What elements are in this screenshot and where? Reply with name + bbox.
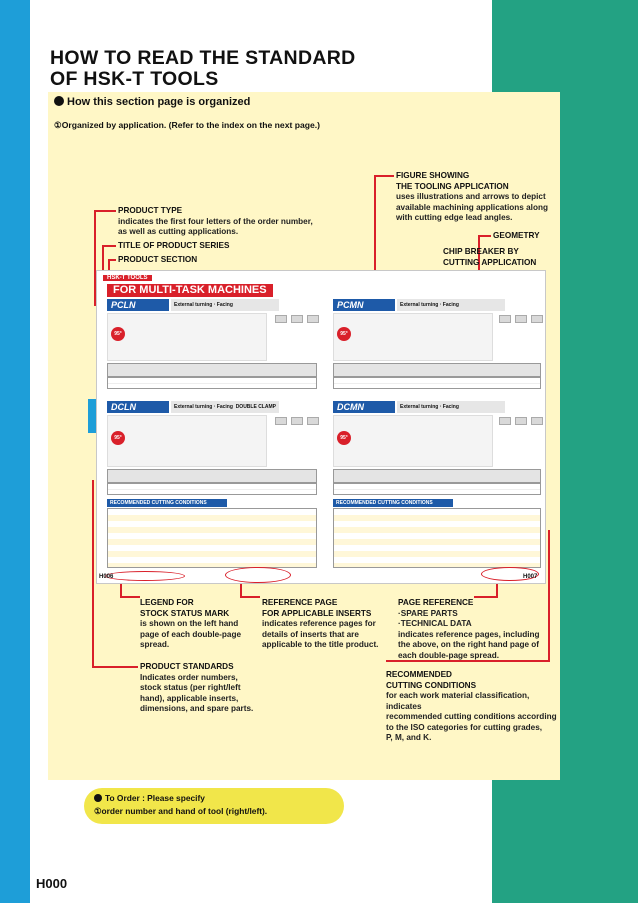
product-table [333, 483, 541, 495]
callout-product-standards-body1: Indicates order numbers, [140, 672, 238, 682]
order-title [94, 792, 267, 805]
chip-breaker-icon [531, 417, 543, 425]
callout-reference-title2: FOR APPLICABLE INSERTS [262, 608, 372, 618]
double-clamp-label: DOUBLE CLAMP [235, 404, 276, 410]
product-desc: External turning · Facing [397, 401, 505, 413]
callout-reference [262, 598, 398, 651]
chip-breaker-icon [499, 417, 511, 425]
cutting-conditions-header: RECOMMENDED CUTTING CONDITIONS [333, 499, 453, 507]
chip-breaker-icon [515, 417, 527, 425]
callout-figure-title2: THE TOOLING APPLICATION [396, 181, 509, 191]
callout-recommended-body4: P, M, and K. [386, 733, 432, 742]
callout-figure-body3: with cutting edge lead angles. [396, 213, 513, 222]
callout-reference-body3: applicable to the title product. [262, 640, 379, 649]
callout-title-series-title: TITLE OF PRODUCT SERIES [118, 241, 230, 250]
callout-geometry-title: GEOMETRY [493, 231, 540, 240]
tool-illustration [333, 415, 493, 467]
product-table-header [333, 363, 541, 377]
callout-product-standards-title: PRODUCT STANDARDS [140, 662, 234, 671]
callout-product-section-title: PRODUCT SECTION [118, 255, 198, 264]
callout-recommended-body2: recommended cutting conditions according [386, 712, 557, 721]
callout-legend-body3: spread. [140, 640, 170, 649]
chip-breaker-icon [515, 315, 527, 323]
callout-recommended-title2: CUTTING CONDITIONS [386, 680, 477, 690]
callout-product-standards-body3: hand), applicable inserts, [140, 693, 239, 703]
leader-line [102, 245, 116, 247]
page-title-line1: HOW TO READ THE STANDARD [50, 47, 356, 69]
cutting-conditions-header: RECOMMENDED CUTTING CONDITIONS [107, 499, 227, 507]
right-page [323, 271, 545, 583]
product-desc [171, 401, 279, 413]
page-title [50, 48, 430, 90]
callout-product-section [118, 255, 197, 266]
callout-recommended-title1: RECOMMENDED [386, 670, 452, 679]
stock-legend-highlight [105, 571, 185, 581]
page-title-line2: OF HSK-T TOOLS [50, 68, 219, 90]
bullet-icon [94, 794, 102, 802]
chip-breaker-icon [499, 315, 511, 323]
leader-line [94, 210, 116, 212]
left-page [97, 271, 320, 583]
section-title-bar: FOR MULTI-TASK MACHINES [107, 284, 273, 297]
callout-page-reference [398, 598, 558, 661]
section-heading-text: How this section page is organized [67, 96, 251, 108]
order-title-text: To Order : Please specify [105, 793, 205, 803]
product-table [107, 377, 317, 389]
leader-line [374, 175, 394, 177]
side-index-tab [88, 399, 96, 433]
callout-figure [396, 171, 556, 224]
section-heading [54, 96, 250, 108]
callout-legend-body2: page of each double-page [140, 629, 241, 639]
chip-breaker-icon [307, 417, 319, 425]
callout-page-reference-title: PAGE REFERENCE [398, 598, 474, 607]
leader-line [240, 584, 242, 596]
callout-product-type [118, 206, 358, 238]
product-header-pcln: PCLN [107, 299, 169, 311]
tool-illustration [107, 415, 267, 467]
callout-figure-title1: FIGURE SHOWING [396, 171, 470, 180]
callout-product-type-title: PRODUCT TYPE [118, 206, 183, 215]
angle-badge: 95° [337, 431, 351, 445]
callout-product-type-body1: indicates the first four letters of the order number, [118, 216, 313, 226]
callout-chip-breaker-title1: CHIP BREAKER BY [443, 247, 519, 256]
callout-legend-title2: STOCK STATUS MARK [140, 608, 230, 618]
leader-line [92, 480, 94, 666]
callout-legend-body1: is shown on the left hand [140, 619, 239, 628]
chip-breaker-icon [275, 417, 287, 425]
callout-page-reference-body2: the above, on the right hand page of [398, 640, 540, 649]
left-color-stripe [0, 0, 30, 903]
callout-product-type-body2: as well as cutting applications. [118, 227, 239, 236]
callout-product-standards [140, 662, 290, 715]
page-number: H000 [36, 876, 68, 891]
cutting-conditions-table [333, 508, 541, 568]
angle-badge: 95° [337, 327, 351, 341]
callout-page-reference-body1: indicates reference pages, including [398, 629, 540, 639]
callout-page-reference-item2: ·TECHNICAL DATA [398, 619, 472, 628]
product-table-header [333, 469, 541, 483]
leader-line [92, 666, 138, 668]
product-desc: External turning · Facing [171, 299, 279, 311]
angle-badge: 95° [111, 327, 125, 341]
chip-breaker-icon [307, 315, 319, 323]
chip-breaker-icon [291, 315, 303, 323]
product-header-dcmn: DCMN [333, 401, 395, 413]
left-page-number: H006 [99, 574, 114, 580]
callout-recommended-body1: for each work material classification, indicates [386, 691, 530, 711]
product-table [333, 377, 541, 389]
callout-recommended-body3: to the ISO categories for cutting grades, [386, 722, 543, 732]
angle-badge: 95° [111, 431, 125, 445]
tool-illustration [333, 313, 493, 361]
series-label: HSK-T TOOLS [103, 275, 152, 281]
product-desc-text: External turning · Facing [174, 404, 233, 410]
cutting-conditions-table [107, 508, 317, 568]
callout-reference-body2: details of inserts that are [262, 629, 359, 639]
chip-breaker-icon [531, 315, 543, 323]
callout-product-standards-body2: stock status (per right/left [140, 683, 241, 692]
callout-chip-breaker-title2: CUTTING APPLICATION [443, 257, 537, 267]
section-subheading: ①Organized by application. (Refer to the index on the next page.) [54, 120, 321, 130]
order-instructions [94, 792, 267, 818]
leader-line [120, 584, 122, 596]
product-desc: External turning · Facing [397, 299, 505, 311]
catalog-spread-thumbnail [96, 270, 546, 584]
tool-illustration [107, 313, 267, 361]
callout-legend-title1: LEGEND FOR [140, 598, 194, 607]
callout-figure-body1: uses illustrations and arrows to depict [396, 192, 546, 201]
product-table-header [107, 363, 317, 377]
callout-figure-body2: available machining applications along [396, 202, 548, 212]
bullet-icon [54, 96, 64, 106]
callout-recommended [386, 670, 560, 744]
product-header-pcmn: PCMN [333, 299, 395, 311]
callout-geometry [493, 231, 540, 242]
chip-breaker-icon [291, 417, 303, 425]
order-body: ①order number and hand of tool (right/left). [94, 806, 268, 816]
product-table-header [107, 469, 317, 483]
callout-product-standards-body4: dimensions, and spare parts. [140, 704, 254, 713]
product-header-dcln: DCLN [107, 401, 169, 413]
chip-breaker-icon [275, 315, 287, 323]
leader-line [120, 596, 140, 598]
reference-highlight [225, 567, 291, 583]
right-page-number: H007 [523, 574, 538, 580]
product-table [107, 483, 317, 495]
callout-page-reference-item1: ·SPARE PARTS [398, 608, 458, 618]
callout-legend [140, 598, 260, 651]
callout-reference-title1: REFERENCE PAGE [262, 598, 338, 607]
callout-chip-breaker [443, 247, 536, 268]
callout-title-series [118, 241, 229, 252]
callout-reference-body1: indicates reference pages for [262, 619, 376, 628]
callout-page-reference-body3: each double-page spread. [398, 650, 500, 660]
